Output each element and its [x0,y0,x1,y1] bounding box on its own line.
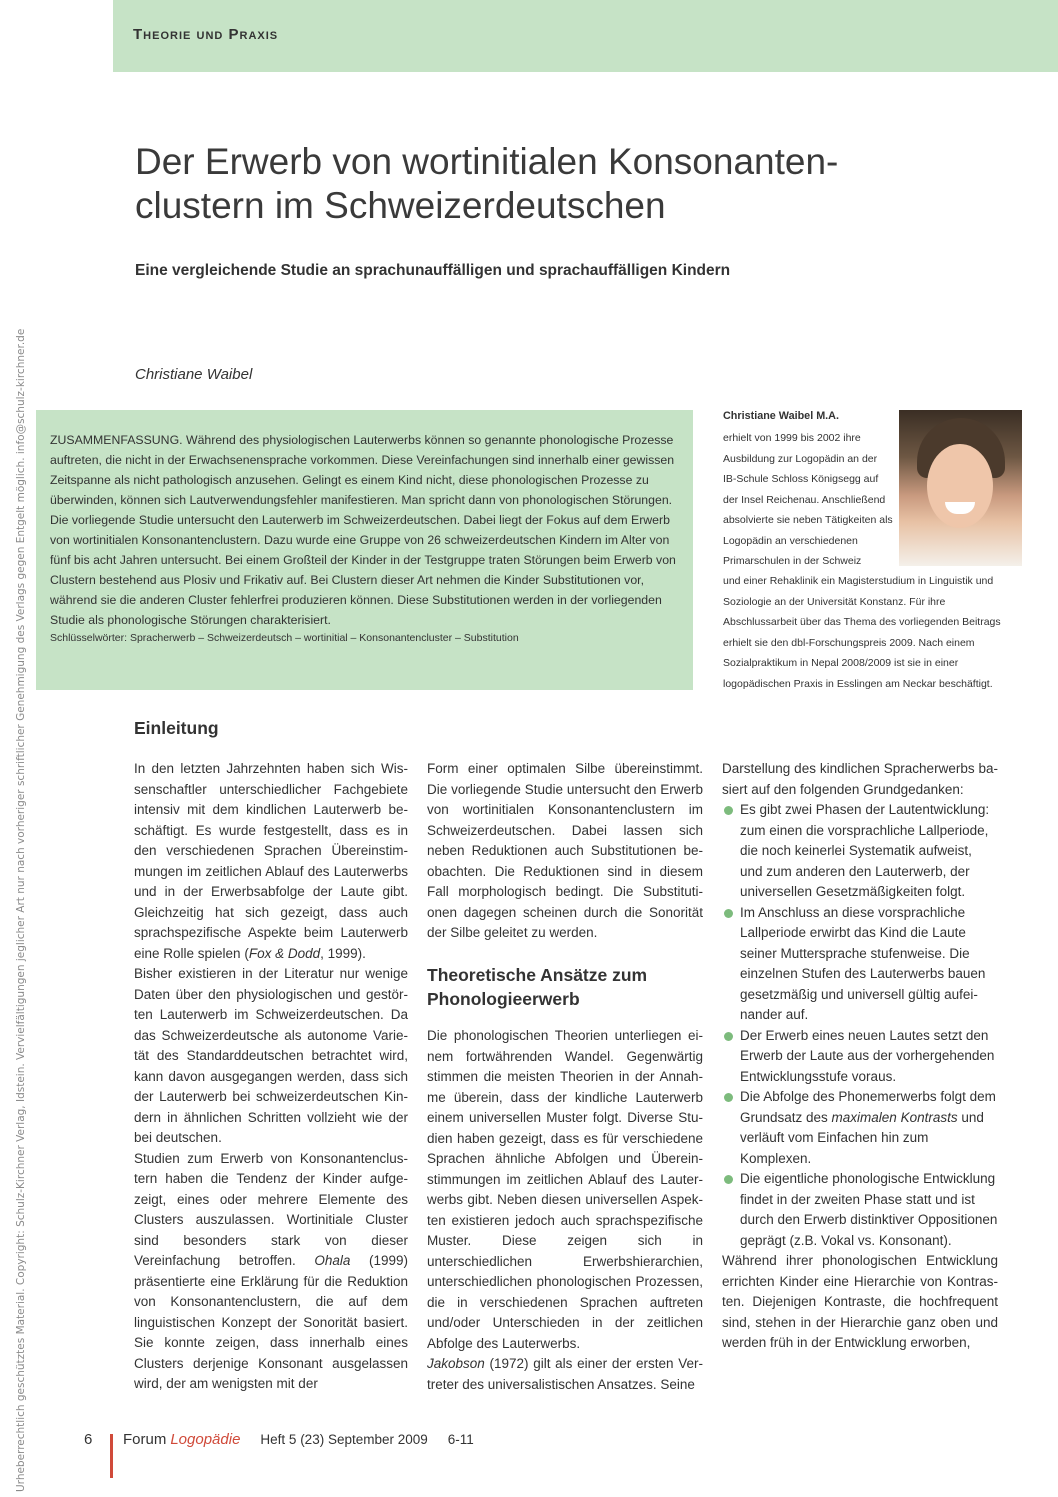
text-span: und verläuft vom Einfachen hin zum Komplexen. [740,1109,984,1166]
bio-text-narrow: erhielt von 1999 bis 2002 ihre Ausbildung zur Logopädin an der IB-Schule Schloss Königsegg auf der Insel Reichenau. Anschließend absolvierte sie neben Tätigkeiten als Logopädin an verschiedenen Primarschulen in der Schweiz [723,432,893,567]
bullet-item: Es gibt zwei Phasen der Lautentwicklung: zum einen die vorsprachliche Lallperiode, die noch keinerlei Systematik aufweist, und zum anderen den Lauterwerb, der universellen Gesetzmäßigkeiten folgt. [722,800,998,903]
abstract-text: ZUSAMMENFASSUNG. Während des physiologischen Lauterwerbs können so genannte phonologische Prozesse auftreten, die nicht in der Erwachsenensprache vorkommen. Diese Vereinfachungen sind innerhalb einer gewissen Zeitspanne als nicht pathologisch anzusehen. Gelingt es einem Kind nicht, diese phonologischen Prozesse zu überwinden, können sich Lautverwendungsfehler manifestieren. Man spricht dann von phonologischen Störungen. Die vorliegende Studie untersucht den Lauterwerb im Schweizerdeutschen. Dabei liegt der Fokus auf dem Erwerb von wortinitialen Konsonantenclustern. Dazu wurde eine Gruppe von 26 schweizerdeutschen Kindern im Alter von fünf bis acht Jahren untersucht. Bei einem Großteil der Kinder in der Testgruppe traten Störungen beim Erwerb von Clustern bestehend aus Plosiv und Frikativ auf. Bei Clustern dieser Art nehmen die Kinder Substitutionen vor, während sie die anderen Cluster fehlerfrei produzieren können. Diese Substitutionen werden in der vorliegenden Studie als phonologische Störungen charakterisiert. [50,433,676,627]
paragraph [134,1149,408,1395]
bio-text-wide: und einer Rehaklinik ein Magisterstudium in Linguistik und Soziologie an der Universität Konstanz. Für ihre Abschlussarbeit über das Thema des vorliegenden Beitrags erhielt sie den dbl-Forschungspreis 2009. Nach einem Sozialpraktikum in Nepal 2008/2009 ist sie in einer logopädischen Praxis in Esslingen am Neckar beschäftigt. [723,575,1001,690]
emphasis: maximalen Kontrasts [831,1109,958,1125]
article-title: Der Erwerb von wortinitialen Konsonanten-clustern im Schweizerdeutschen [135,141,839,226]
citation: Ohala [314,1253,351,1268]
footer-divider [110,1434,113,1478]
heading-theory: Theoretische Ansätze zum Phonologieerwerb [427,965,648,1009]
body-column-3 [722,759,998,1354]
photo-face-shape [927,444,993,528]
paragraph: Form einer optimalen Silbe übereinstimmt. Die vorliegende Studie untersucht den Erwerb von wortinitialen Konsonantenclustern im Schweizerdeutschen. Dabei lassen sich neben Reduktionen auch Substitutionen beobachten. Die Reduktionen sind in diesem Fall morphologisch bedingt. Die Substitutionen dagegen scheinen durch die Sonorität der Silbe geleitet zu werden. [427,761,703,940]
paragraph [134,759,408,964]
page-footer [84,1431,474,1478]
header-band [113,0,1058,72]
body-column-1 [134,759,408,1395]
text-span: In den letzten Jahrzehnten haben sich Wissenschaftler unterschiedlicher Fachgebiete intensiv mit dem kindlichen Lauterwerb beschäftigt. Es wurde festgestellt, dass es in den verschiedenen Sprachen Übereinstimmungen im zeitlichen Ablauf des Lauterwerbs und in der Erwerbsabfolge der Laute gibt. Gleichzeitig hat sich gezeigt, dass auch sprachspezifische Aspekte beim Lauterwerb eine Rolle spielen ( [134,761,408,961]
paragraph: Bisher existieren in der Literatur nur wenige Daten über den physiologischen und gestörten Lauterwerb im Schweizerdeutschen. Da das Schweizerdeutsche als autonome Varietät des Standarddeutschen betrachtet wird, kann davon ausgegangen werden, dass sich der Lauterwerb bei schweizerdeutschen Kindern in ähnlichen Schritten vollzieht wie der bei deutschen. [134,966,408,1145]
journal-logo-text: Logopädie [170,1431,241,1448]
body-column-2-top [427,759,703,944]
citation: Fox & Dodd [248,945,321,961]
citation: Jakobson [427,1356,485,1371]
page-range: 6-11 [447,1432,474,1447]
article-subtitle: Eine vergleichende Studie an sprachunauffälligen und sprachauffälligen Kindern [135,262,731,279]
text-span: (1972) gilt als einer der ersten Vertreter des universalistischen Ansatzes. Seine [427,1356,703,1392]
bullet-item: Der Erwerb eines neuen Lautes setzt den Erwerb der Laute aus der vorhergehenden Entwicklungsstufe voraus. [722,1026,998,1088]
bullet-item: Im Anschluss an diese vorsprachliche Lallperiode erwirbt das Kind die Laute seiner Muttersprache stufenweise. Die einzelnen Stufen des Lauterwerbs bauen gesetzmäßig und universell gültig aufeinander auf. [722,903,998,1026]
text-span: (1999) präsentierte eine Erklärung für die Reduktion von Konsonantenclustern, die auf dem linguistischen Konzept der Sonorität basiert. Sie konnte zeigen, dass innerhalb eines Clusters derjenige Konsonant ausgelassen wird, der am wenigsten mit der [134,1253,408,1391]
section-label: Theorie und Praxis [133,26,279,43]
bullet-item: Die eigentliche phonologische Entwicklung findet in der zweiten Phase statt und ist durch den Erwerb distinktiver Oppositionen geprägt (z.B. Vokal vs. Konsonant). [722,1169,998,1251]
author-photo [899,410,1022,566]
issue-info: Heft 5 (23) September 2009 [260,1432,428,1447]
paragraph: Die phonologischen Theorien unterliegen einem fortwährenden Wandel. Gegenwärtig stimmen die meisten Theorien in der Annahme überein, dass der kindliche Lauterwerb einem universellen Muster folgt. Diverse Studien haben gezeigt, dass es für verschiedene Sprachen ähnliche Abfolgen und Übereinstimmungen im zeitlichen Ablauf des Lauterwerbs gibt. Neben diesen universellen Aspekten existieren jedoch auch sprachspezifische Muster. Diese zeigen sich in unterschiedlichen Erwerbshierarchien, unterschiedlichen phonologischen Prozessen, die in verschiedenen Sprachen auftreten und/oder Unterschieden in der zeitlichen Abfolge des Lauterwerbs. [427,1028,703,1351]
bullet-item [722,1087,998,1169]
keywords: Schlüsselwörter: Spracherwerb – Schweizerdeutsch – wortinitial – Konsonantencluster – Substitution [50,632,519,644]
paragraph: Darstellung des kindlichen Spracherwerbs basiert auf den folgenden Grundgedanken: [722,761,998,797]
article-author: Christiane Waibel [135,366,253,383]
bullet-list [722,800,998,1251]
journal-name: Forum [123,1431,167,1448]
page-number: 6 [84,1431,93,1448]
abstract-box [36,410,693,690]
body-column-2-bottom [427,1026,703,1395]
text-span: , 1999). [320,945,366,961]
paragraph: Während ihrer phonologischen Entwicklung errichten Kinder eine Hierarchie von Kontrasten. Diejenigen Kontraste, die hochfrequent sind, stehen in der Hierarchie ganz oben und werden früh in der Entwicklung erworben, [722,1253,998,1350]
heading-intro: Einleitung [134,718,219,738]
text-span: Die Abfolge des Phonemerwerbs folgt dem Grundsatz des [740,1089,996,1125]
paragraph [427,1354,703,1395]
text-span: Studien zum Erwerb von Konsonantenclustern haben die Tendenz der Kinder aufgezeigt, eines oder mehrere Elemente des Clusters auszulassen. Wortinitiale Cluster sind besonders stark von dieser Vereinfachung betroffen. [134,1150,408,1268]
bio-name: Christiane Waibel M.A. [723,410,839,422]
copyright-notice: Urheberrechtlich geschütztes Material. Copyright: Schulz-Kirchner Verlag, Idstein. Vervielfältigungen jeglicher Art nur nach vorheriger schriftlicher Genehmigung des Verlags gegen Entgelt möglich. info@schulz-kirchner.de [15,328,27,1492]
